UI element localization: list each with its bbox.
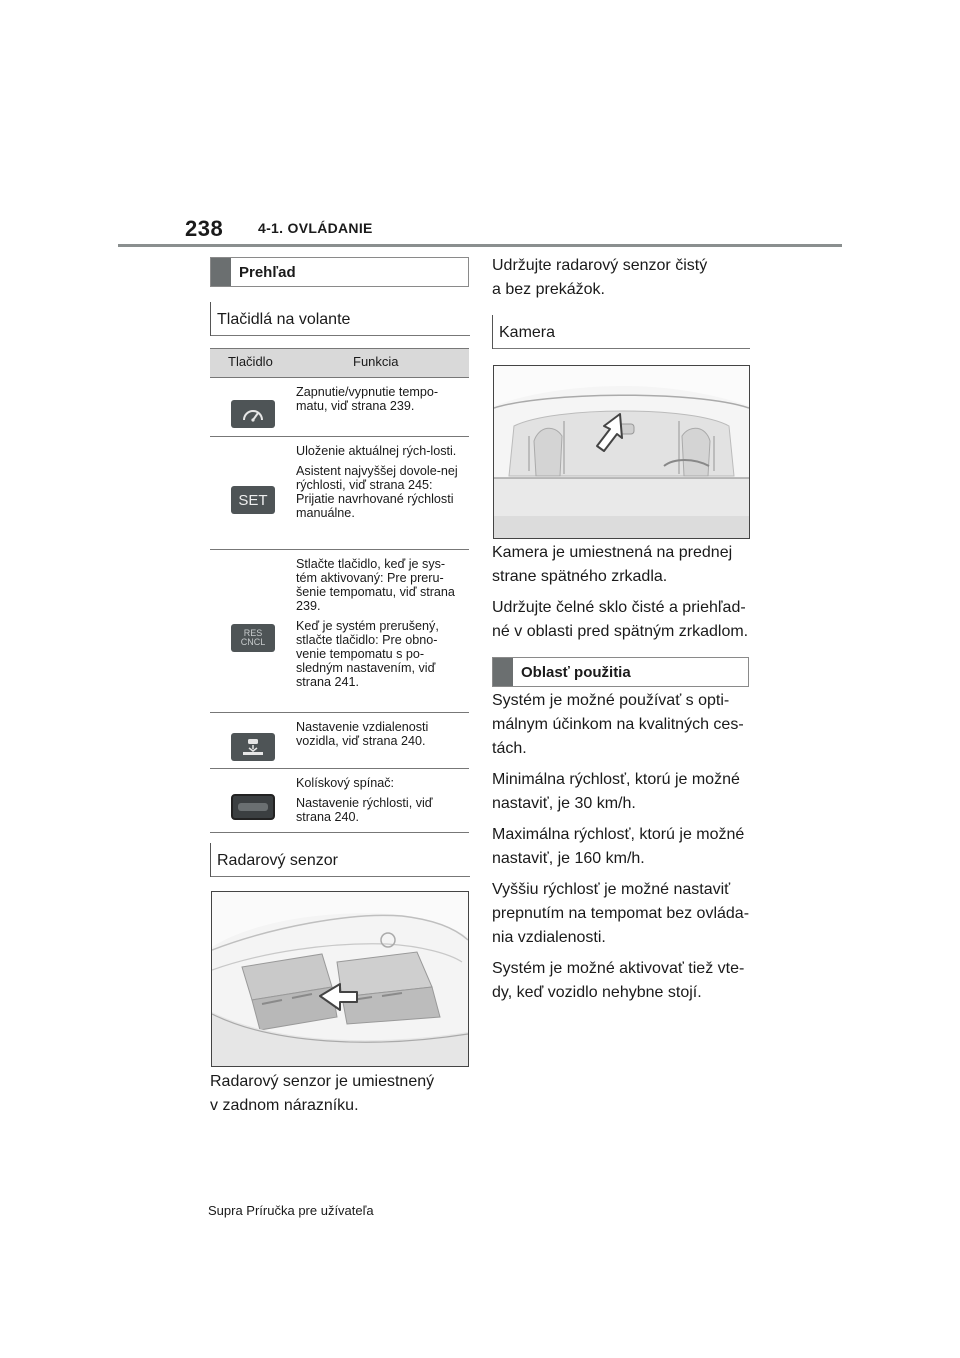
row-text: Nastavenie rýchlosti, viď strana 240.: [296, 796, 433, 824]
table-row: [210, 769, 469, 833]
res-label: RES: [243, 628, 263, 638]
subsection-label: Kamera: [499, 324, 556, 341]
distance-icon: [231, 733, 275, 761]
section-heading-label: Prehľad: [239, 264, 296, 281]
row-text: Nastavenie vzdialenosti vozidla, viď strana 240.: [296, 720, 429, 748]
chapter-title: 4-1. OVLÁDANIE: [258, 220, 373, 236]
subsection-steering-buttons: [210, 302, 470, 336]
row-text: Asistent najvyššej dovole-nej rýchlosti, viď strana 245: Prijatie navrhované rýchlosti manuálne.: [296, 464, 458, 520]
table-header: [210, 348, 469, 378]
table-row: [210, 713, 469, 769]
subsection-camera: [492, 315, 750, 349]
res-cncl-button-icon: [231, 624, 275, 652]
row-text: Uloženie aktuálnej rých-losti.: [296, 444, 457, 458]
section-heading-overview: [210, 257, 469, 287]
table-row: [210, 550, 469, 713]
speedometer-icon: [231, 400, 275, 428]
header-rule: [118, 244, 842, 247]
section-bar: [493, 658, 513, 686]
section-bar: [211, 258, 231, 286]
row-text: Keď je systém prerušený, stlačte tlačidlo: Pre obno-venie tempomatu s po-sledným nastavením, viď strana 241.: [296, 619, 439, 689]
page-number: 238: [185, 216, 224, 241]
section-heading-label: Oblasť použitia: [521, 664, 631, 681]
footer-text: Supra Príručka pre užívateľa: [208, 1203, 374, 1218]
cncl-label: CNCL: [240, 637, 266, 647]
subsection-label: Tlačidlá na volante: [217, 311, 351, 328]
camera-text: Kamera je umiestnená na prednej strane spätného zrkadla. Udržujte čelné sklo čisté a priehľad- né v oblasti pred spätným zrkadlom.: [492, 544, 749, 640]
camera-figure: [493, 365, 750, 539]
subsection-label: Radarový senzor: [217, 852, 338, 869]
table-row: [210, 378, 469, 437]
col-header-button: Tlačidlo: [228, 354, 273, 369]
radar-intro-text: Udržujte radarový senzor čistý a bez prekážok.: [492, 257, 708, 298]
col-header-function: Funkcia: [353, 354, 399, 369]
rocker-switch-icon: [231, 794, 275, 820]
subsection-radar: [210, 843, 470, 877]
radar-caption: Radarový senzor je umiestnený v zadnom nárazníku.: [210, 1073, 435, 1114]
row-text: Stlačte tlačidlo, keď je sys-tém aktivovaný: Pre preru-šenie tempomatu, viď strana 239.: [296, 557, 455, 613]
set-button-icon: SET: [231, 486, 275, 514]
row-text: Kolískový spínač:: [296, 776, 394, 790]
radar-sensor-figure: [211, 891, 469, 1067]
table-row: [210, 437, 469, 550]
row-text: Zapnutie/vypnutie tempo-matu, viď strana 239.: [296, 385, 439, 413]
buttons-table: [210, 348, 469, 833]
section-heading-usage: [492, 657, 749, 687]
usage-text: Systém je možné používať s opti- málnym účinkom na kvalitných ces- tách. Minimálna rýchlosť, ktorú je možné nastaviť, je 30 km/h. Maximálna rýchlosť, ktorú je možné nastaviť, je 160 km/h. Vyššiu rýchlosť je možné nastaviť prepnutím na tempomat bez ovláda- nia vzdialenosti. Systém je možné aktivovať tiež vte- dy, keď vozidlo nehybne stojí.: [492, 692, 750, 1001]
